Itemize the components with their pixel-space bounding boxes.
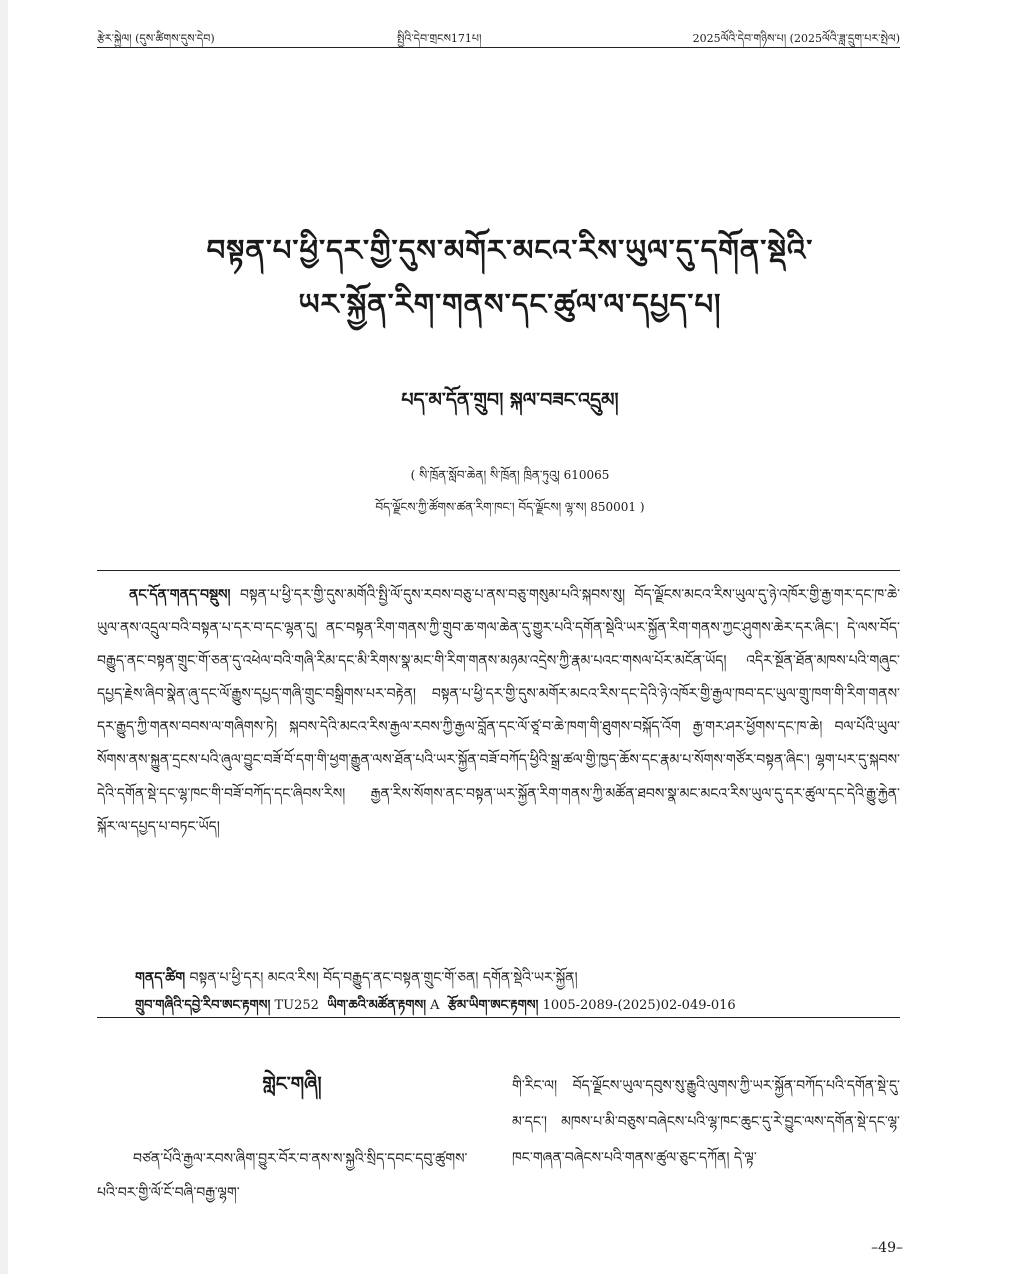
abstract-text: བསྟན་པ་ཕྱི་དར་གྱི་དུས་མགོའི་སྤྱི་ལོ་དུས་རབས་བཅུ་པ་ནས་བཅུ་གསུམ་པའི་སྐབས་སུ། བོད་ལྗོངས་མངའ་རིས་ཡུལ་དུ་ཉེ་འཁོར་གྱི་རྒྱ་གར་དང་ཁ་ཆེ་ཡུལ་ནས་འདྲུལ་བའི་བསྟན་པ་དར་བ་དང་ལྷན་དུ། ནང་བསྟན་རིག་གནས་ཀྱི་གྲུབ་ཆ་གལ་ཆེན་དུ་གྱུར་པའི་དགོན་སྡེའི་ཡར་སྐྱོན་རིག་གནས་ཀྱང་ཤུགས་ཆེར་དར་ཞིང་། དེ་ལས་བོད་བརྒྱུད་ནང་བསྟན་གྲུང་གོ་ཅན་དུ་འཕེལ་བའི་གཞི་རིམ་དང་མི་རིགས་སྣ་མང་གི་རིག་གནས་མཉམ་འདྲེས་ཀྱི་རྣམ་པའང་གསལ་པོར་མངོན་ཡོད། འདིར་སྔོན་ཐོན་མཁས་པའི་གཞུང་དཔྱད་རྗེས་ཞིབ་སྣེན་ཞུ་དང་ལོ་རྒྱུས་དཔྱད་གཞི་གྲུང་བསྒྲིགས་པར་བརྟེན། བསྟན་པ་ཕྱི་དར་གྱི་དུས་མགོར་མངའ་རིས་དང་དེའི་ཉེ་འཁོར་གྱི་རྒྱལ་ཁབ་དང་ཡུལ་གྲུ་ཁག་གི་རིག་གནས་དར་རྒྱུད་ཀྱི་གནས་བབས་ལ་གཞིགས་ཏེ། སྐབས་དེའི་མངའ་རིས་རྒྱལ་རབས་ཀྱི་རྒྱལ་བློན་དང་ལོ་ཙཱ་བ་ཆེ་ཁག་གི་ཐུགས་བསྐོད་འོག རྒྱ་གར་ཤར་ཕྱོགས་དང་ཁ་ཆེ། བལ་པོའི་ཡུལ་སོགས་ནས་སྐྱུན་དྲངས་པའི་ཞུལ་བྱུང་བཟོ་བོ་དག་གི་ཕྱག་རྒྱུན་ལས་ཐོན་པའི་ཡར་སྐྱོན་བཟོ་བཀོད་ཕྱིའི་སྒྲ་ཚལ་གྱི་ཁྱད་ཆོས་དང་རྣམ་པ་སོགས་གཙོར་བསྟན་ཞིང་། ལྷག་པར་དུ་སྐབས་དེའི་དགོན་སྡེ་དང་ལྷ་ཁང་གི་བཟོ་བཀོད་དང་ཞིབས་རིས། རྒྱན་རིས་སོགས་ནང་བསྟན་ཡར་སྐྱོན་རིག་གནས་ཀྱི་མཚོན་ཐབས་སྣ་མང་མངའ་རིས་ཡུལ་དུ་དར་ཚུལ་དང་དེའི་རྒྱུ་རྐྱེན་སྐོར་ལ་དཔྱད་པ་བཏང་ཡོད། [97,587,901,835]
abstract-box [97,570,900,1018]
affiliation-line-2: བོད་ལྗོངས་ཀྱི་ཚོགས་ཚན་རིག་ཁང་། བོད་ལྗོངས། ལྷ་ས། 850001 ) [375,500,645,514]
header-journal-name: རྩེར་སྐྱེལ། (དུས་ཚིགས་དུས་དེབ) [97,32,215,45]
body-column-left [97,1062,487,1210]
doc-code-value: A [430,998,440,1013]
keywords-label: གནད་ཚིག [135,970,186,986]
body-column-right: གི་རིང་ལ། བོད་ལྗོངས་ཡུལ་དབུས་སུ་རྒྱུའི་ལུགས་ཀྱི་ཡར་སྐྱོན་བཀོད་པའི་དགོན་སྡེ་དུ་མ་དང་། མཁས་པ་མི་བཅུས་བཞེངས་པའི་ལྷ་ཁང་ཆུང་དུ་རེ་བྱུང་ལས་དགོན་སྡེ་དང་ལྷ་ཁང་གཞན་བཞེངས་པའི་གནས་ཚུལ་ཅུང་དཀོན། དེ་ལྟ་ [512,1078,900,1166]
header-issue-total: སྤྱིའི་དེབ་གྲངས171པ། [397,32,482,45]
article-id-label: རྩོམ་ཡིག་ཨང་རྟགས། [447,998,539,1013]
header-rule [97,47,900,48]
body-paragraph-left: བཙན་པོའི་རྒྱལ་རབས་ཞིག་བྱུར་བོར་བ་ནས་ས་སྐྱའི་སྲིད་དབང་དབུ་ཚུགས་པའི་བར་གྱི་ལོ་ངོ་བཞི་བརྒྱ་ལྷག་ [97,1151,468,1201]
classification-line [135,990,736,1027]
abstract-label: ནང་དོན་གནད་བསྡུས། [129,587,231,603]
clc-label: གྲུབ་གཞིའི་དབྱེ་རིབ་ཨང་རྟགས། [135,998,271,1013]
abstract [97,579,900,844]
page-gutter [0,0,8,1274]
running-header [97,22,900,48]
page-number: –49– [871,1240,903,1256]
doc-code-label: ཡིག་ཆའི་མཚོན་རྟགས། [327,998,427,1013]
article-title-line-2: ཡར་སྐྱོན་རིག་གནས་དང་ཚུལ་ལ་དཔྱད་པ། [298,287,722,321]
clc-value: TU252 [274,998,319,1013]
section-title: གླེང་གཞི། [262,1073,322,1095]
affiliation-line-1: ( སི་ཁྲོན་སློབ་ཆེན། སི་ཁྲོན། ཁྲིན་ཏུའུ། 610065 [410,468,610,482]
article-authors: པད་མ་དོན་གྲུབ། སྐལ་བཟང་འདྲུམ། [401,389,619,411]
article-id-value: 1005-2089-(2025)02-049-016 [542,998,736,1013]
keywords-text: བསྟན་པ་ཕྱི་དར། མངའ་རིས། བོད་བརྒྱུད་ནང་བསྟན་གྲུང་གོ་ཅན། དགོན་སྡེའི་ཡར་སྐྱོན། [189,970,578,986]
header-issue-date: 2025ལོའི་དེབ་གཉིས་པ། (2025ལོའི་ཟླ་དྲུག་པར་སྤེལ) [692,32,900,45]
article-title-line-1: བསྟན་པ་ཕྱི་དར་གྱི་དུས་མགོར་མངའ་རིས་ཡུལ་དུ་དགོན་སྡེའི་ [206,233,814,267]
